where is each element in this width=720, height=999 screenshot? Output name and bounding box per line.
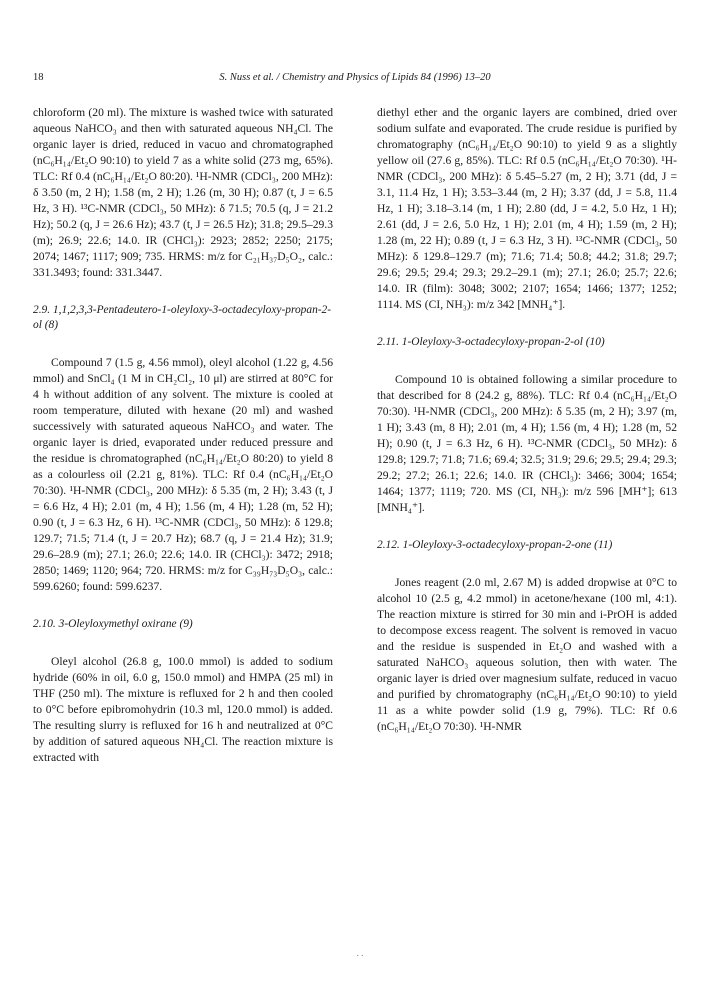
paragraph: chloroform (20 ml). The mixture is washed twice with saturated aqueous NaHCO₃ and then with saturated aqueous NH₄Cl. The organic layer is dried, reduced in vacuo and chromatographed (nC₆H₁₄/Et₂O 90:10) to yield 7 as a white solid (273 mg, 65%). TLC: Rf 0.4 (nC₆H₁₄/Et₂O 80:20). ¹H-NMR (CDCl₃, 200 MHz): δ 3.50 (m, 2 H); 1.58 (m, 2 H); 1.26 (m, 30 H); 0.87 (t, J = 6.5 Hz, 3 H). ¹³C-NMR (CDCl₃, 50 MHz): δ 71.5; 70.5 (q, J = 21.2 Hz); 50.2 (q, J = 26.6 Hz); 43.7 (t, J = 26.5 Hz); 31.8; 29.5–29.3 (m); 26.9; 22.6; 14.0. IR (CHCl₃): 2923; 2852; 2250; 2175; 2074; 1467; 1117; 909; 735. HRMS: m/z for C₂₁H₃₇D₅O₂, calc.: 331.3493; found: 331.3447. (33, 106, 333, 279)
footer-mark: . . (356, 948, 364, 958)
section-heading: 2.9. 1,1,2,3,3-Pentadeutero-1-oleyloxy-3-octadecyloxy-propan-2-ol (8) (33, 304, 332, 331)
section-heading: 2.10. 3-Oleyloxymethyl oxirane (9) (33, 618, 193, 630)
paragraph: Oleyl alcohol (26.8 g, 100.0 mmol) is added to sodium hydride (60% in oil, 6.0 g, 150.0 mmol) and HMPA (25 ml) in THF (250 ml). The mixture is refluxed for 2 h and then cooled to 0°C before epibromohydrin (10.3 ml, 120.0 mmol) is added. The resulting slurry is refluxed for 16 h and neutralized at 0°C by addition of satured aqueous NH₄Cl. The reaction mixture is extracted with (33, 655, 333, 764)
section-heading: 2.11. 1-Oleyloxy-3-octadecyloxy-propan-2-ol (10) (377, 336, 605, 348)
page-header (33, 72, 677, 88)
paragraph: diethyl ether and the organic layers are combined, dried over sodium sulfate and evaporated. The crude residue is purified by chromatography (nC₆H₁₄/Et₂O 90:10) to yield 9 as a slightly yellow oil (27.6 g, 85%). TLC: Rf 0.5 (nC₆H₁₄/Et₂O 70:30). ¹H-NMR (CDCl₃, 200 MHz): δ 5.45–5.27 (m, 2 H); 3.71 (dd, J = 3.1, 11.4 Hz, 1 H); 3.53–3.44 (m, 2 H); 3.37 (dd, J = 5.8, 11.4 Hz, 1 H); 3.18–3.14 (m, 1 H); 2.80 (dd, J = 4.2, 5.0 Hz, 1 H); 2.61 (dd, J = 2.6, 5.0 Hz, 1 H); 2.01 (m, 4 H); 1.59 (m, 2 H); 1.28 (m, 22 H); 0.89 (t, J = 6.3 Hz, 3 H). ¹³C-NMR (CDCl₃, 50 MHz): δ 129.8–129.7 (m); 71.6; 71.4; 50.8; 44.2; 31.8; 29.7; 29.6; 29.5; 29.4; 29.3; 29.2–29.1 (m); 27.1; 26.0; 25.7; 22.6; 14.0. IR (film): 3048; 3002; 2107; 1654; 1466; 1377; 1252; 1114. MS (CI, NH₃): m/z 342 [MNH₄⁺]. (377, 106, 677, 311)
right-column (377, 105, 677, 735)
paragraph: Compound 10 is obtained following a similar procedure to that described for 8 (24.2 g, 88%). TLC: Rf 0.4 (nC₆H₁₄/Et₂O 70:30). ¹H-NMR (CDCl₃, 200 MHz): δ 5.35 (m, 2 H); 3.97 (m, 1 H); 3.43 (m, 8 H); 2.01 (m, 4 H); 1.56 (m, 4 H); 1.28 (m, 52 H); 0.90 (t, J = 6.3 Hz, 6 H). ¹³C-NMR (CDCl₃, 50 MHz): δ 129.8; 129.7; 71.8; 71.6; 69.4; 32.5; 31.9; 29.6; 29.5; 29.4; 29.3; 29.2; 27.2; 26.1; 22.6; 14.0. IR (CHCl₃): 3466; 3004; 1654; 1464; 1377; 1119; 720. MS (CI, NH₃): m/z 596 [MH⁺]; 613 [MNH₄⁺]. (377, 373, 677, 514)
running-head: S. Nuss et al. / Chemistry and Physics of Lipids 84 (1996) 13–20 (219, 72, 491, 83)
paragraph: Compound 7 (1.5 g, 4.56 mmol), oleyl alcohol (1.22 g, 4.56 mmol) and SnCl₄ (1 M in CH₂Cl₂, 10 μl) are stirred at 80°C for 4 h without addition of any solvent. The mixture is cooled at room temperature, diluted with hexane (20 ml) and washed successively with saturated aqueous NaHCO₃ and water. The organic layer is dried, evaporated under reduced pressure and the residue is chromatographed (nC₆H₁₄/Et₂O 80:20) to yield 8 as a colourless oil (2.21 g, 81%). TLC: Rf 0.4 (nC₆H₁₄/Et₂O 70:30). ¹H-NMR (CDCl₃, 200 MHz): δ 5.35 (m, 2 H); 3.43 (t, J = 6.6 Hz, 4 H); 2.01 (m, 4 H); 1.56 (m, 4 H); 1.28 (m, 52 H); 0.90 (t, J = 6.3 Hz, 6 H). ¹³C-NMR (CDCl₃, 50 MHz): δ 129.8; 129.7; 71.5; 71.4 (t, J = 20.7 Hz); 68.7 (q, J = 21.4 Hz); 31.9; 29.6–28.9 (m); 27.1; 26.0; 22.6; 14.0. IR (CHCl₃): 3472; 2918; 2850; 1469; 1120; 964; 720. HRMS: m/z for C₃₉H₇₃D₅O₃, calc.: 599.6260; found: 599.6237. (33, 356, 333, 593)
page-number: 18 (33, 72, 44, 83)
left-column (33, 105, 333, 766)
section-heading: 2.12. 1-Oleyloxy-3-octadecyloxy-propan-2-one (11) (377, 539, 613, 551)
paragraph: Jones reagent (2.0 ml, 2.67 M) is added dropwise at 0°C to alcohol 10 (2.5 g, 4.2 mmol) in acetone/hexane (100 ml, 4:1). The reaction mixture is stirred for 30 min and i-PrOH is added to decompose excess reagent. The solvent is removed in vacuo and the residue is suspended in Et₂O and washed with a saturated NaHCO₃ aqueous solution, then with water. The organic layer is dried over magnesium sulfate, reduced in vacuo and purified by chromatography (nC₆H₁₄/Et₂O 90:10) to yield 11 as a white powder solid (1.9 g, 79%). TLC: Rf 0.6 (nC₆H₁₄/Et₂O 70:30). ¹H-NMR (377, 576, 677, 733)
